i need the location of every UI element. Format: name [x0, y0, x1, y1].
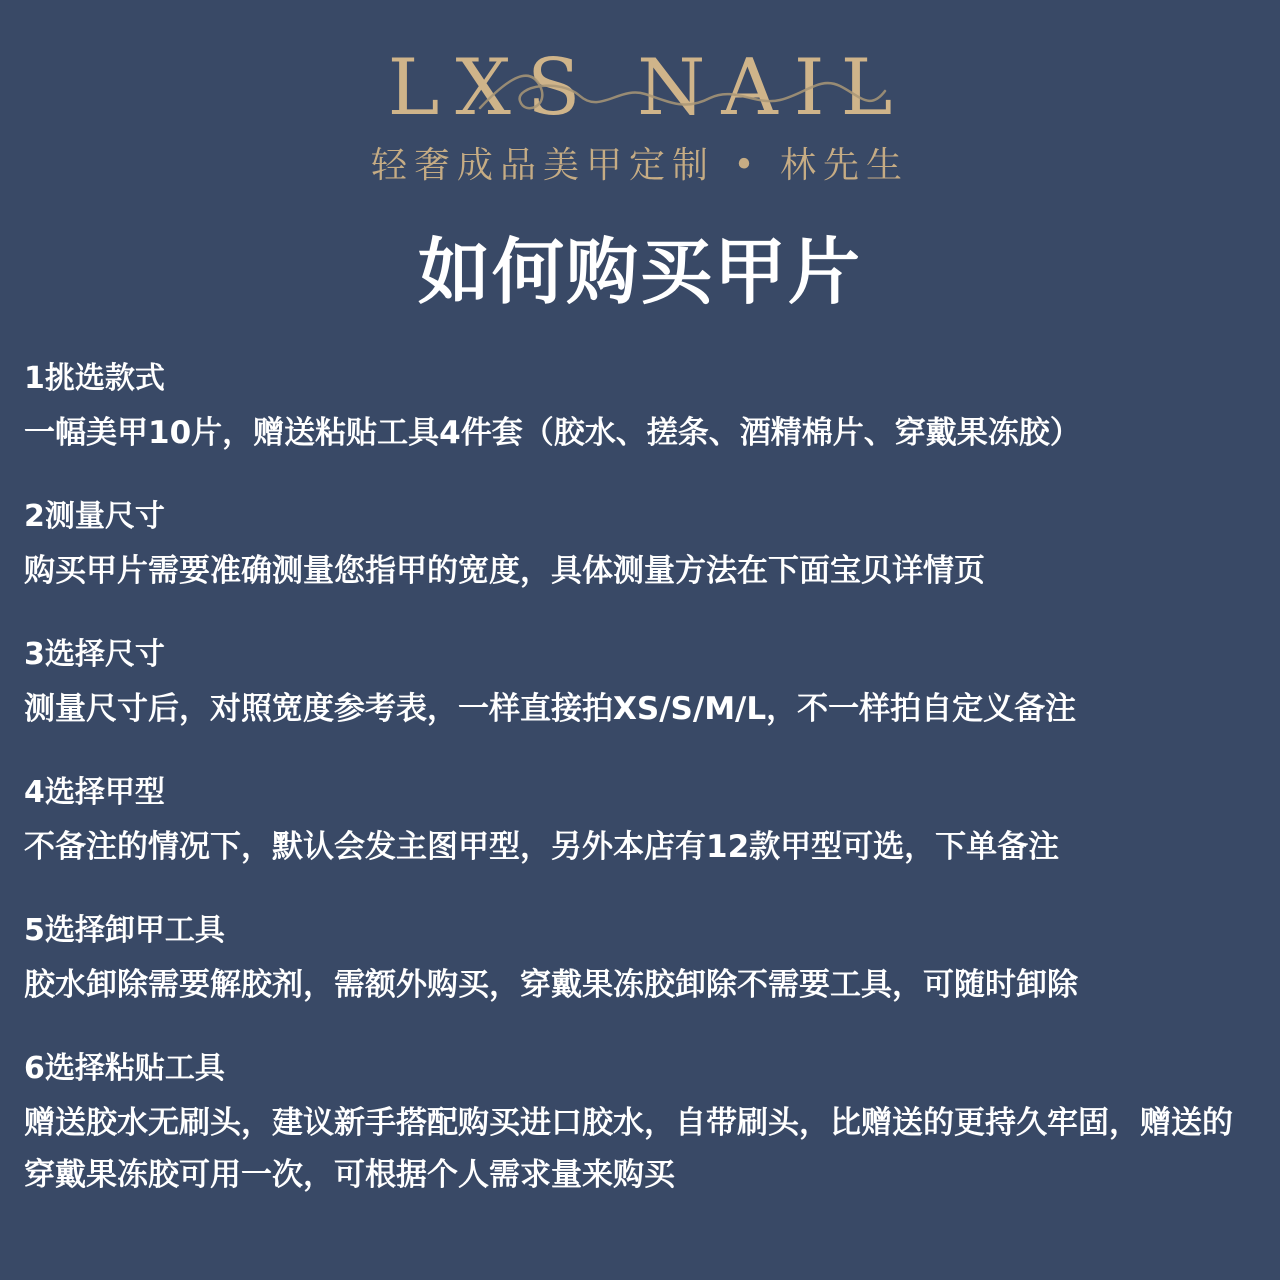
logo-script-flourish-icon	[470, 56, 890, 126]
step-item	[24, 909, 1260, 1011]
step-title: 1挑选款式	[24, 361, 165, 396]
step-title: 4选择甲型	[24, 775, 165, 810]
step-item	[24, 633, 1260, 735]
brand-logo-text: LXS NAIL	[387, 43, 909, 133]
steps-list	[24, 357, 1260, 1237]
step-description: 测量尺寸后，对照宽度参考表，一样直接拍XS/S/M/L，不一样拍自定义备注	[24, 691, 1077, 727]
step-item	[24, 1047, 1260, 1201]
step-title: 6选择粘贴工具	[24, 1051, 225, 1086]
step-title: 5选择卸甲工具	[24, 913, 225, 948]
step-description: 胶水卸除需要解胶剂，需额外购买，穿戴果冻胶卸除不需要工具，可随时卸除	[24, 967, 1078, 1003]
brand-tagline: 轻奢成品美甲定制 • 林先生	[370, 145, 910, 186]
step-description: 赠送胶水无刷头，建议新手搭配购买进口胶水，自带刷头，比赠送的更持久牢固，赠送的穿戴果冻胶可用一次，可根据个人需求量来购买	[24, 1105, 1233, 1193]
step-title: 2测量尺寸	[24, 499, 165, 534]
page-title: 如何购买甲片	[417, 230, 862, 314]
step-item	[24, 357, 1260, 459]
step-description: 一幅美甲10片，赠送粘贴工具4件套（胶水、搓条、酒精棉片、穿戴果冻胶）	[24, 415, 1081, 451]
step-item	[24, 495, 1260, 597]
step-item	[24, 771, 1260, 873]
brand-logo	[0, 43, 1280, 133]
step-description: 购买甲片需要准确测量您指甲的宽度，具体测量方法在下面宝贝详情页	[24, 553, 985, 589]
step-description: 不备注的情况下，默认会发主图甲型，另外本店有12款甲型可选，下单备注	[24, 829, 1060, 865]
step-title: 3选择尺寸	[24, 637, 165, 672]
